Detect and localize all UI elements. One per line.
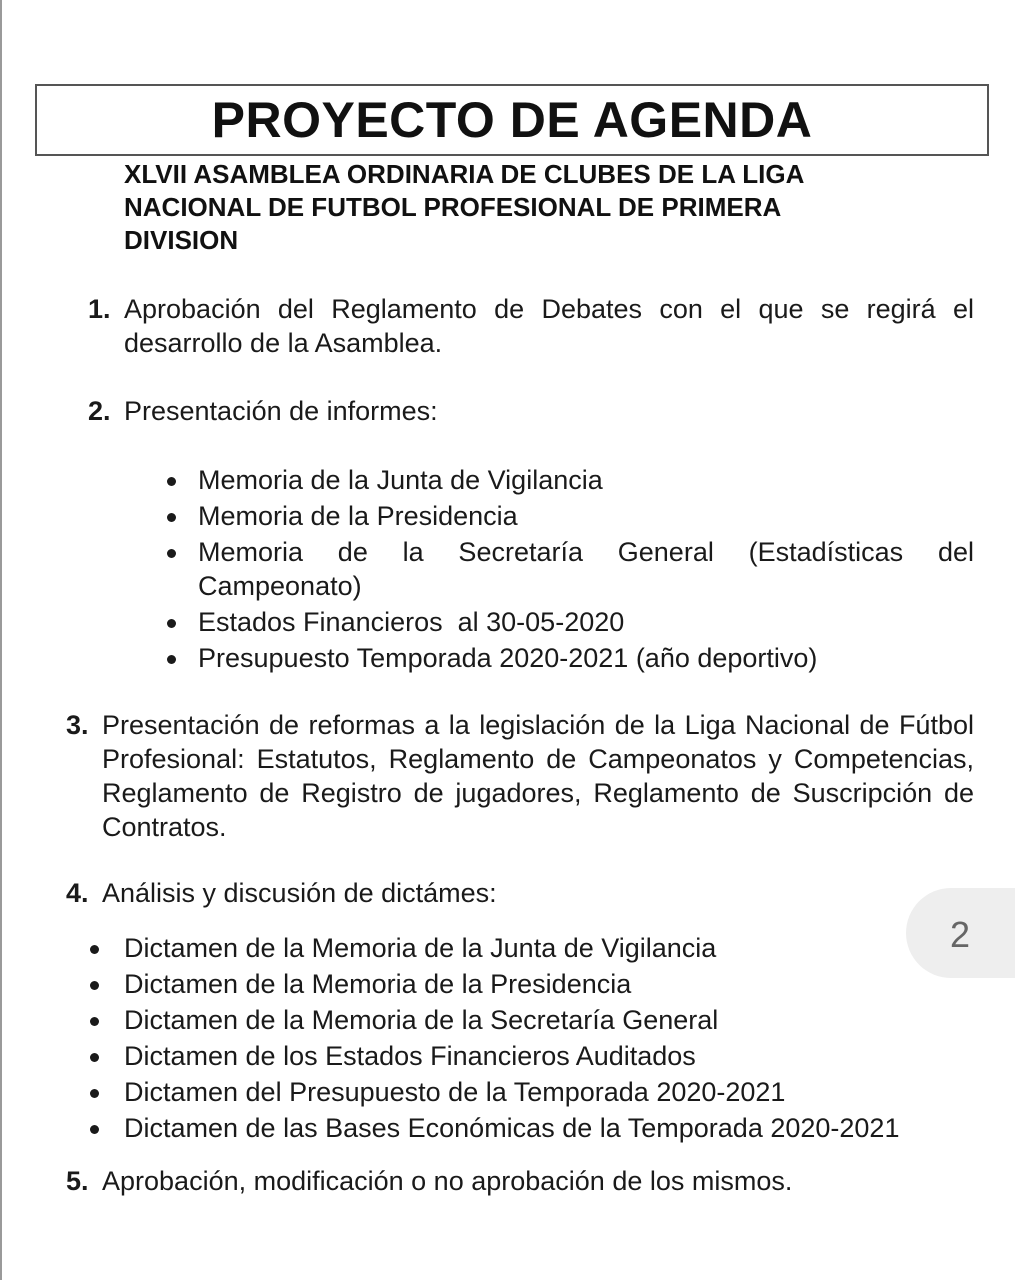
subtitle (124, 158, 924, 257)
page-title: PROYECTO DE AGENDA (211, 92, 813, 148)
page-edge (0, 0, 2, 1280)
bullet-icon (90, 1053, 99, 1062)
list-item: Dictamen de los Estados Financieros Auditados (88, 1039, 988, 1073)
subtitle-line: XLVII ASAMBLEA ORDINARIA DE CLUBES DE LA LIGA (124, 159, 805, 189)
bullet-icon (90, 981, 99, 990)
agenda-item-4 (66, 876, 974, 910)
list-item: Estados Financieros al 30-05-2020 (164, 605, 974, 639)
agenda-item-5 (66, 1164, 974, 1198)
bullet-icon (90, 1017, 99, 1026)
bullet-icon (167, 619, 176, 628)
list-item: Dictamen de la Memoria de la Secretaría General (88, 1003, 988, 1037)
list-item: Memoria de la Presidencia (164, 499, 974, 533)
bullet-icon (90, 1125, 99, 1134)
item-text: Presentación de informes: (124, 396, 438, 426)
page-number: 2 (950, 914, 971, 955)
list-item: Dictamen del Presupuesto de la Temporada 2020-2021 (88, 1075, 988, 1109)
agenda-item-2 (88, 394, 974, 428)
subtitle-line: DIVISION (124, 225, 239, 255)
list-item: Memoria de la Junta de Vigilancia (164, 463, 974, 497)
item-text: Presentación de reformas a la legislación de la Liga Nacional de Fútbol Profesional: Estatutos, Reglamento de Campeonatos y Competencias, Reglamento de Registro de jugadores, Reglamento de Suscripción de Contratos. (102, 710, 974, 842)
list-item: Dictamen de la Memoria de la Junta de Vigilancia (88, 931, 988, 965)
item-number: 2. (88, 396, 111, 426)
list-item: Memoria de la Secretaría General (Estadísticas del Campeonato) (164, 535, 974, 603)
item-number: 1. (88, 294, 111, 324)
item-text: Análisis y discusión de dictámes: (102, 878, 497, 908)
bullet-icon (167, 655, 176, 664)
item-text: Aprobación del Reglamento de Debates con el que se regirá el desarrollo de la Asamblea. (124, 294, 974, 358)
item-number: 3. (66, 710, 89, 740)
agenda-item-3 (66, 708, 974, 844)
list-item: Presupuesto Temporada 2020-2021 (año deportivo) (164, 641, 974, 675)
bullet-icon (90, 1089, 99, 1098)
bullet-icon (167, 549, 176, 558)
list-item: Dictamen de las Bases Económicas de la Temporada 2020-2021 (88, 1111, 988, 1145)
title-box (35, 84, 989, 156)
list-item: Dictamen de la Memoria de la Presidencia (88, 967, 988, 1001)
agenda-item-1 (88, 292, 974, 360)
subtitle-line: NACIONAL DE FUTBOL PROFESIONAL DE PRIMERA (124, 192, 782, 222)
item-number: 5. (66, 1166, 89, 1196)
item-text: Aprobación, modificación o no aprobación de los mismos. (102, 1166, 793, 1196)
bullet-icon (167, 513, 176, 522)
bullet-icon (90, 945, 99, 954)
page-number-badge (906, 888, 1015, 978)
bullet-icon (167, 477, 176, 486)
item-number: 4. (66, 878, 89, 908)
